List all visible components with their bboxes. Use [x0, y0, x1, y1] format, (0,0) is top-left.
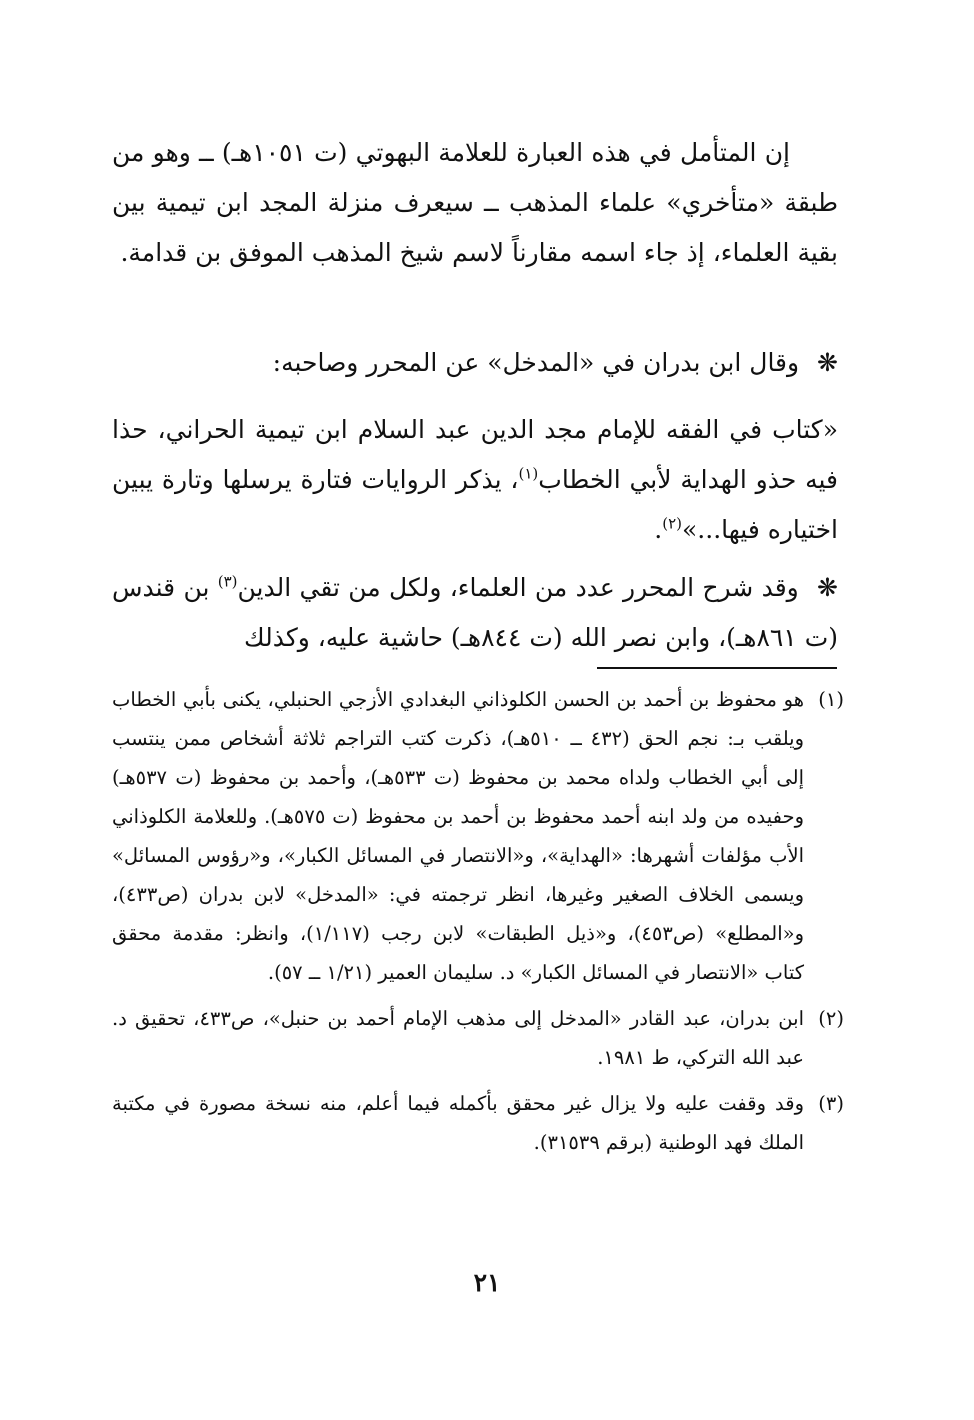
footnote-number: (١) — [818, 688, 844, 711]
footnote-3 — [112, 1084, 844, 1162]
paragraph-2 — [112, 338, 838, 388]
asterism-icon: ❋ — [817, 573, 838, 602]
footnote-number: (٢) — [818, 1007, 844, 1030]
quote-part-1: «كتاب في الفقه للإمام مجد الدين عبد السلام ابن تيمية الحراني، حذا فيه حذو الهداية لأبي الخطاب — [112, 415, 839, 494]
footnote-ref-1[interactable]: (١) — [518, 464, 539, 483]
footnote-ref-3[interactable]: (٣) — [217, 572, 238, 591]
paragraph-4-part-2: بن قندس (ت ٨٦١هـ)، وابن نصر الله (ت ٨٤٤هـ) حاشية عليه، وكذلك — [112, 573, 838, 652]
paragraph-2-line — [112, 338, 838, 388]
page-number: ٢١ — [473, 1268, 501, 1297]
footnote-text: هو محفوظ بن أحمد بن الحسن الكلوذاني البغدادي الأزجي الحنبلي، يكنى بأبي الخطاب ويلقب بـ: نجم الحق (٤٣٢ ــ ٥١٠هـ)، ذكرت كتب التراجم ثلاثة أشخاص ممن ينتسب إلى أبي الخطاب ولداه محمد بن محفوظ (ت ٥٣٣هـ)، وأحمد بن محفوظ (ت ٥٣٧هـ) وحفيده من ولد ابنه أحمد محفوظ بن أحمد بن محفوظ (ت ٥٧٥هـ). وللعلامة الكلوذاني الأب مؤلفات أشهرها: «الهداية»، و«الانتصار في المسائل الكبار»، و«رؤوس المسائل» ويسمى الخلاف الصغير وغيرها، انظر ترجمته في: «المدخل» لابن بدران (ص٤٣٣)، و«المطلع» (ص٤٥٣)، و«ذيل الطبقات» لابن رجب (١/١١٧)، وانظر: مقدمة محقق كتاب «الانتصار في المسائل الكبار» د. سليمان العمير (١/٢١ ــ ٥٧). — [112, 688, 805, 984]
paragraph-3-quote — [112, 405, 838, 555]
paragraph-1-text: إن المتأمل في هذه العبارة للعلامة البهوتي (ت ١٠٥١هـ) ــ وهو من طبقة «متأخري» علماء المذهب ــ سيعرف منزلة المجد ابن تيمية بين بقية العلماء، إذ جاء اسمه مقارناً لاسم شيخ المذهب الموفق بن قدامة. — [112, 138, 838, 267]
paragraph-4-text — [112, 563, 838, 663]
footnote-ref-2[interactable]: (٢) — [662, 514, 682, 533]
paragraph-4 — [112, 563, 838, 663]
footnotes-section — [112, 680, 844, 1169]
paragraph-4-part-1: وقد شرح المحرر عدد من العلماء، ولكل من تقي الدين — [237, 573, 799, 602]
paragraph-2-text: وقال ابن بدران في «المدخل» عن المحرر وصاحبه: — [272, 348, 800, 377]
footnote-separator — [597, 667, 837, 669]
quote-part-2: ، يذكر الروايات فتارة يرسلها وتارة يبين اختياره فيها...» — [112, 465, 838, 544]
paragraph-1 — [112, 128, 838, 278]
footnote-text: وقد وقفت عليه ولا يزال غير محقق بأكمله فيما أعلم، منه نسخة مصورة في مكتبة الملك فهد الوطنية (برقم ٣١٥٣٩). — [112, 1092, 804, 1154]
footnote-number: (٣) — [818, 1092, 844, 1115]
footnote-2 — [112, 999, 844, 1077]
footnote-text: ابن بدران، عبد القادر «المدخل إلى مذهب الإمام أحمد بن حنبل»، ص٤٣٣، تحقيق د. عبد الله التركي، ط ١٩٨١. — [112, 1007, 804, 1069]
footnote-1 — [112, 680, 844, 992]
asterism-icon: ❋ — [817, 348, 838, 377]
paragraph-3-text — [112, 405, 838, 555]
quote-end: . — [654, 515, 663, 544]
